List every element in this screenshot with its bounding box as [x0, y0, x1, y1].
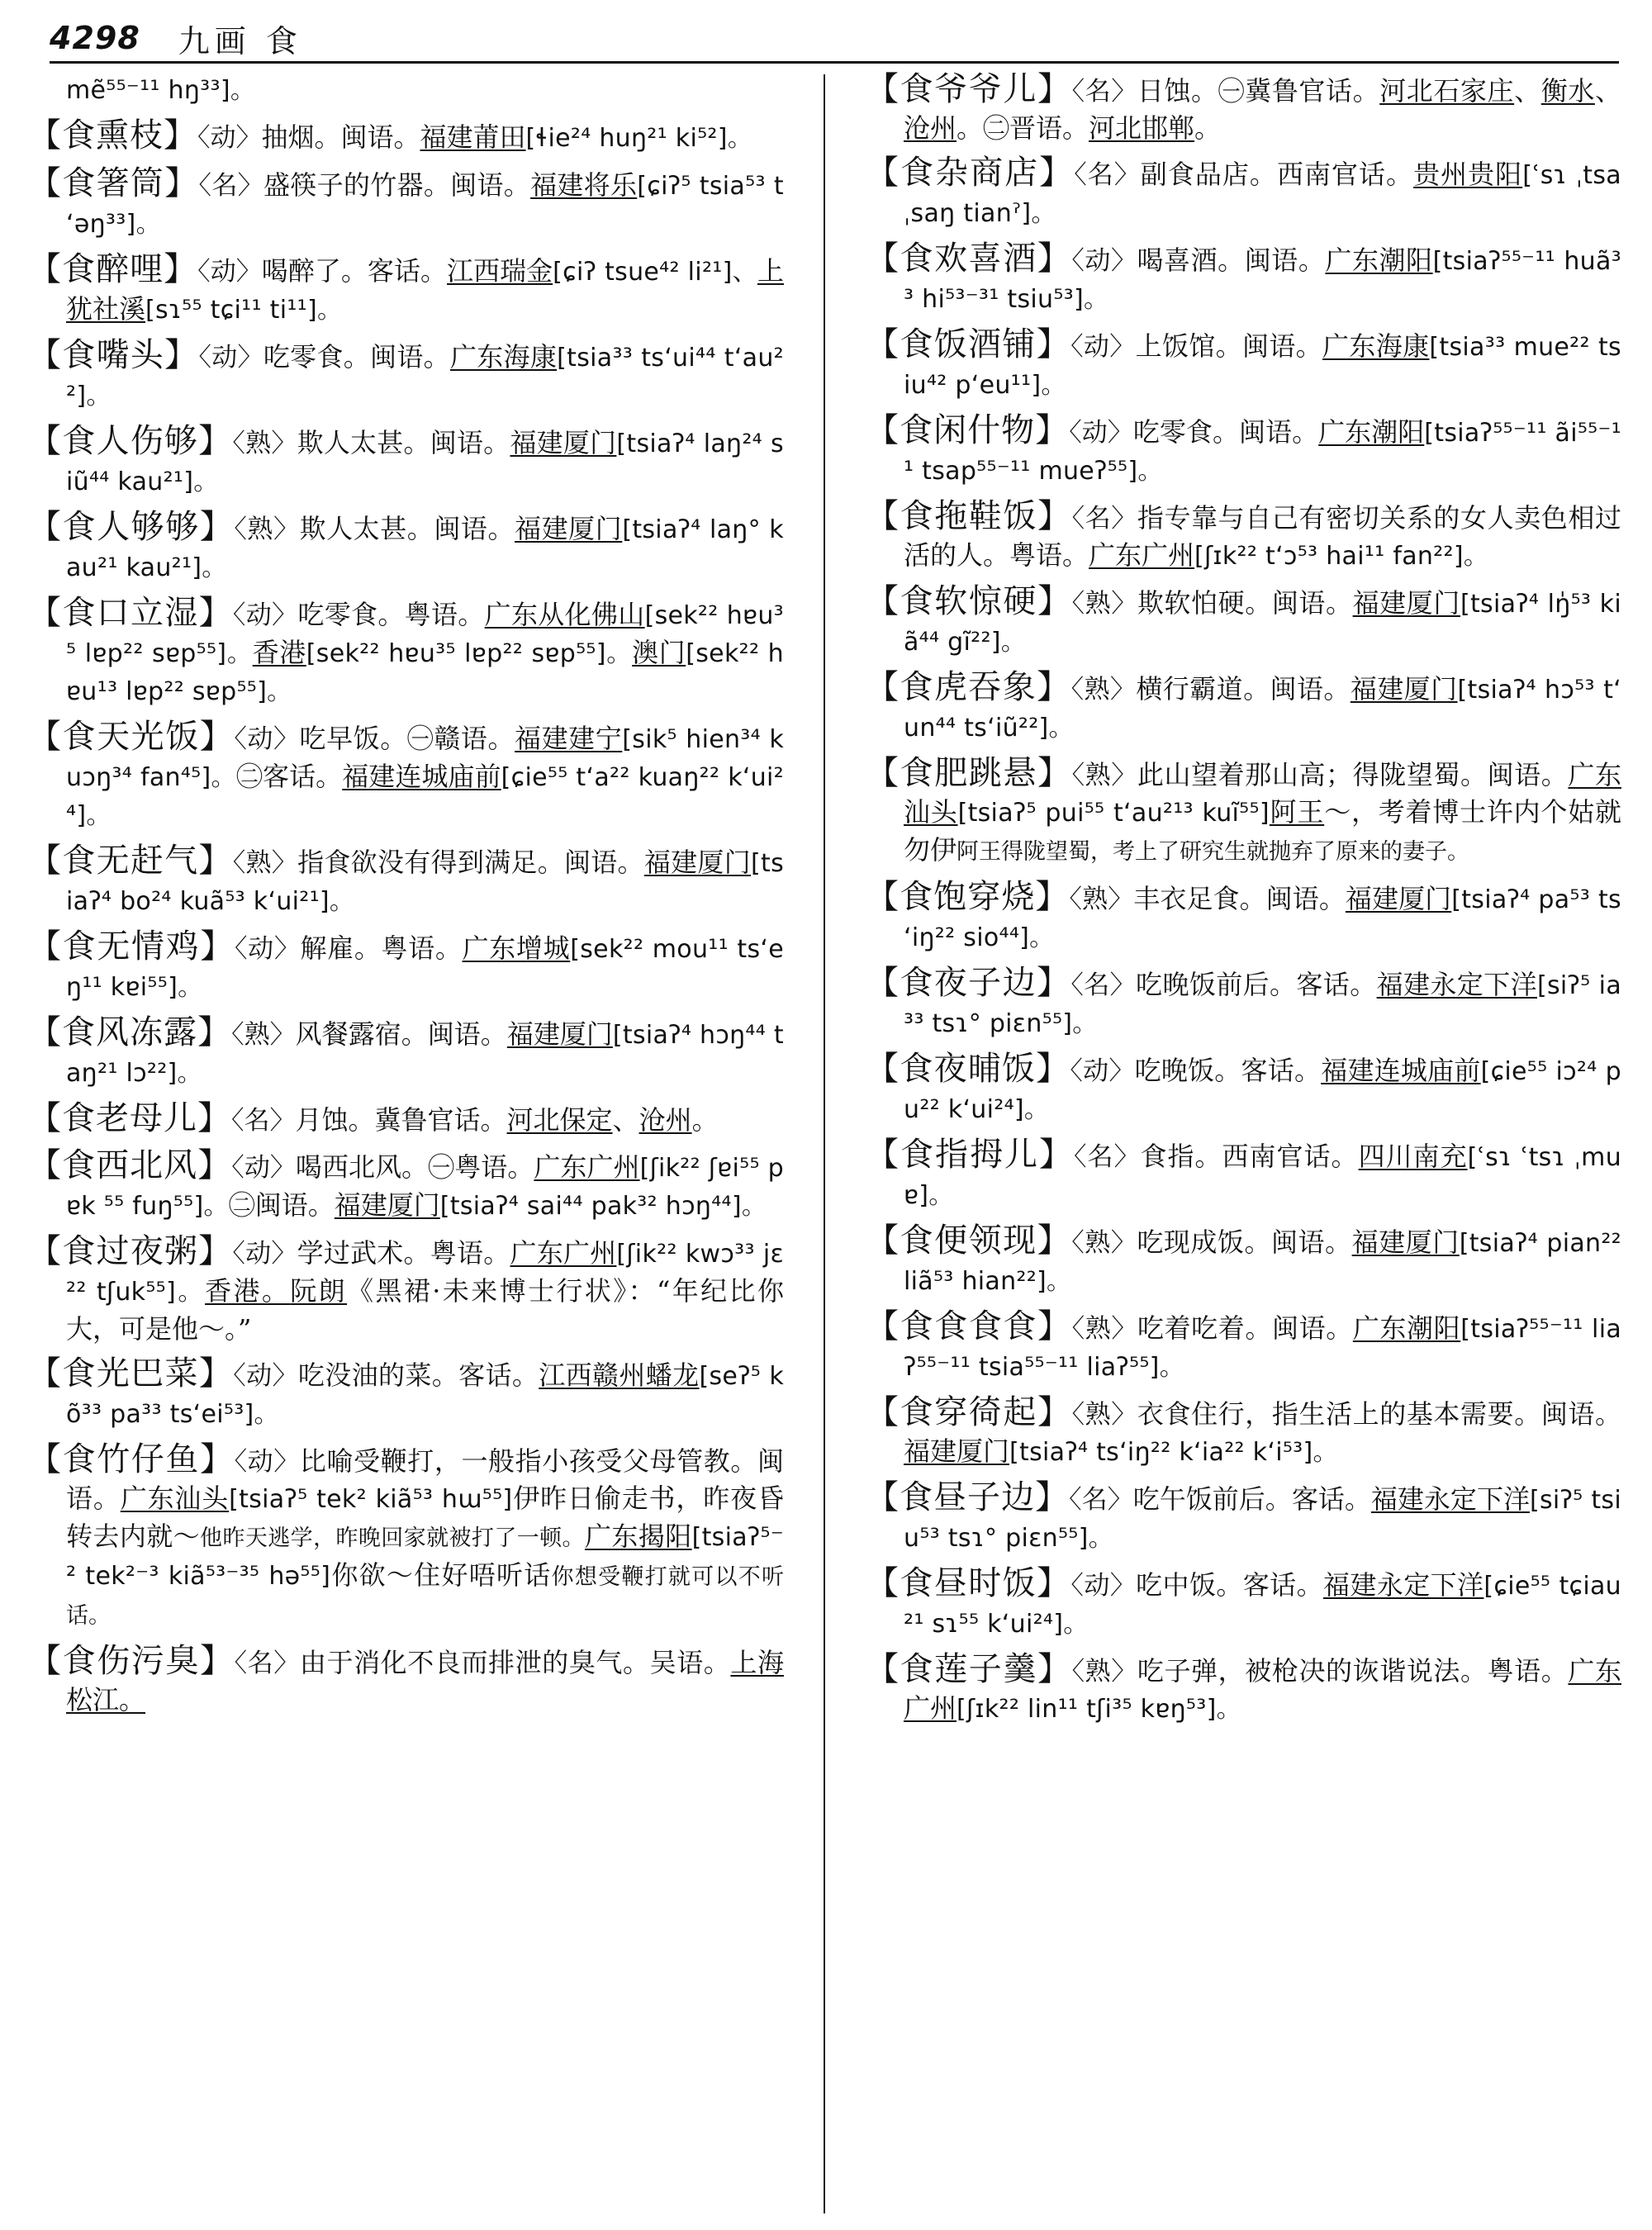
- dialect-label: 闽语。: [1241, 330, 1323, 362]
- pronunciation: [tsiaʔ⁴ laŋ²⁴ siũ⁴⁴ kau²¹]。: [66, 429, 784, 496]
- place-name: 广东揭阳: [584, 1521, 692, 1552]
- headword: 【食闲什物】: [866, 411, 1070, 449]
- dialect-label: 客话。: [367, 255, 448, 287]
- part-of-speech: 〈动〉: [1071, 246, 1137, 276]
- dialect-label: 粤语。: [1009, 539, 1089, 571]
- dictionary-entry: [866, 240, 1621, 318]
- part-of-speech: 〈名〉: [231, 1106, 296, 1136]
- dictionary-entry: [28, 509, 784, 586]
- part-of-speech: 〈熟〉: [1069, 885, 1134, 914]
- pronunciation: [tsiaʔ⁴ hɔ⁵³ tʻun⁴⁴ tsʻiũ²²]。: [904, 676, 1621, 743]
- dialect-label: 客话。: [1296, 969, 1377, 1000]
- place-name: 福建厦门: [1352, 587, 1460, 619]
- author-name: 阮朗: [290, 1275, 348, 1307]
- dictionary-entry: [28, 1441, 784, 1635]
- separator: 、: [612, 1104, 639, 1136]
- dictionary-entry: [866, 965, 1621, 1042]
- pronunciation: [tsia³³ mue²² tsiu⁴² pʻeu¹¹]。: [904, 333, 1621, 400]
- headword: 【食食食食】: [866, 1307, 1072, 1345]
- dialect-label: 闽语。: [1271, 587, 1353, 619]
- page-header: [50, 15, 1619, 64]
- place-name: 广东汕头: [904, 759, 1621, 828]
- dictionary-entry: [28, 117, 784, 157]
- place-name: 广东广州: [510, 1237, 617, 1269]
- dialect-label: 闽语。: [450, 169, 531, 201]
- definition: 丰衣足食。: [1133, 883, 1266, 914]
- part-of-speech: 〈动〉: [197, 123, 262, 153]
- dictionary-entry: [866, 1051, 1621, 1128]
- part-of-speech: 〈名〉: [1071, 77, 1137, 107]
- dialect-label: 粤语。: [1487, 1655, 1569, 1687]
- pronunciation: [ʃik²² kwɔ³³ jɛ²² tʃuk⁵⁵]。: [66, 1240, 784, 1307]
- place-name: 四川南充: [1358, 1141, 1468, 1172]
- example-translation: 阿王得陇望蜀，考上了研究生就抛弃了原来的妻子。: [957, 839, 1470, 865]
- place-name: 福建厦门: [1350, 673, 1458, 705]
- part-of-speech: 〈名〉: [1074, 1142, 1141, 1172]
- definition: 上饭馆。: [1135, 330, 1242, 362]
- definition: 比喻受鞭打，一般指小孩受父母管教。: [299, 1445, 757, 1477]
- headword: 【食人伤够】: [28, 422, 233, 460]
- definition: 抽烟。: [261, 121, 341, 153]
- place-name: 沧州: [904, 112, 957, 144]
- dictionary-entry: [28, 337, 784, 415]
- separator: 、: [1594, 75, 1621, 107]
- definition: 吃中饭。: [1136, 1569, 1243, 1601]
- dictionary-entry: [866, 1565, 1621, 1643]
- definition: 解雇。: [300, 932, 382, 964]
- pronunciation: [tsiaʔ⁵⁵⁻¹¹ huã³³ hi⁵³⁻³¹ tsiu⁵³]。: [904, 247, 1621, 314]
- dialect-label: 西南官话。: [1222, 1141, 1359, 1172]
- headword: 【食老母儿】: [28, 1099, 231, 1137]
- left-column: [28, 71, 784, 2210]
- page-section-title: 九画 食: [178, 22, 302, 59]
- headword: 【食便领现】: [866, 1222, 1072, 1260]
- dictionary-entry: [866, 879, 1621, 956]
- dialect-label: 闽语。: [1265, 883, 1346, 914]
- headword: 【食莲子羹】: [866, 1650, 1072, 1688]
- dialect-label: 闽语。: [1487, 759, 1569, 790]
- dialect-label: 闽语。: [434, 513, 515, 544]
- place-name: 澳门: [632, 637, 686, 668]
- place-name: 广东潮阳: [1352, 1312, 1461, 1344]
- example-sentence: 伊昨日偷走书，昨夜昏转去内就～: [66, 1483, 784, 1552]
- part-of-speech: 〈动〉: [1070, 1056, 1135, 1086]
- place-name: 福建建宁: [515, 723, 623, 754]
- place-name: 福建永定下洋: [1376, 969, 1537, 1000]
- part-of-speech: 〈熟〉: [1071, 1400, 1137, 1430]
- place-name: 广东潮阳: [1325, 244, 1433, 276]
- headword: 【食杂商店】: [866, 154, 1075, 192]
- dictionary-entry: [28, 719, 784, 834]
- example-sentence: ～，考着博士许内个姑就勿伊: [904, 796, 1621, 866]
- place-name: 广东广州: [1089, 539, 1195, 571]
- pronunciation: [ʃik²² ʃɐi⁵⁵ pɐk ⁵⁵ fuŋ⁵⁵]。: [66, 1154, 784, 1221]
- part-of-speech: 〈动〉: [232, 600, 298, 630]
- place-name: 上海松江。: [66, 1647, 784, 1715]
- place-name: 江西赣州蟠龙: [539, 1359, 700, 1391]
- pronunciation: [ʃɪk²² lin¹¹ tʃi³⁵ kɐŋ⁵³]。: [957, 1695, 1241, 1724]
- headword: 【食指拇儿】: [866, 1136, 1075, 1174]
- place-name: 广东增城: [462, 932, 571, 964]
- dialect-label: 闽语。: [1540, 1398, 1621, 1430]
- dialect-label: 西南官话。: [1276, 159, 1414, 190]
- place-name: 福建厦门: [510, 427, 617, 458]
- pronunciation: [siʔ⁵ ia³³ tsɿ° piɛn⁵⁵]。: [904, 971, 1621, 1038]
- dictionary-entry: [28, 423, 784, 501]
- headword: 【食欢喜酒】: [866, 240, 1072, 278]
- place-name: 福建连城庙前: [342, 761, 501, 792]
- dialect-label: 客话。: [1241, 1055, 1322, 1086]
- pronunciation: [ʿsɿ ˌtsa ˌsaŋ tianˀ]。: [904, 161, 1621, 228]
- definition: 此山望着那山高；得陇望蜀。: [1137, 759, 1488, 790]
- dictionary-entry: [866, 1394, 1621, 1471]
- definition: 吃晚饭前后。: [1136, 969, 1297, 1000]
- definition: 吃子弹，被枪决的诙谐说法。: [1137, 1655, 1488, 1687]
- part-of-speech: 〈动〉: [234, 1447, 300, 1477]
- dictionary-entry: [28, 1643, 784, 1718]
- headword: 【食无情鸡】: [28, 928, 235, 966]
- place-name: 广东海康: [1322, 330, 1430, 362]
- pronunciation: [sek²² hɐu¹³ lɐp²² sɐp⁵⁵]。: [66, 639, 784, 706]
- definition: 吃午饭前后。: [1132, 1483, 1292, 1515]
- part-of-speech: 〈名〉: [1069, 1485, 1133, 1515]
- place-name: 衡水: [1540, 75, 1595, 107]
- dialect-label: 闽语。: [427, 1018, 507, 1050]
- pronunciation: [siʔ⁵ tsiu⁵³ tsɿ° piɛn⁵⁵]。: [904, 1486, 1621, 1553]
- place-name: 广东汕头: [120, 1483, 230, 1514]
- dictionary-entry: [28, 1014, 784, 1092]
- pronunciation: [tsiaʔ⁴ hɔŋ⁴⁴ taŋ²¹ lɔ²²]。: [66, 1021, 784, 1088]
- dictionary-entry: [866, 1651, 1621, 1728]
- place-name: 福建永定下洋: [1322, 1569, 1484, 1601]
- pronunciation: [tsia³³ tsʻui⁴⁴ tʻau²²]。: [66, 344, 784, 410]
- part-of-speech: 〈熟〉: [1071, 1657, 1137, 1687]
- definition: 吃零食。: [263, 341, 371, 372]
- pronunciation: [ɕie⁵⁵ tɕiau²¹ sɿ⁵⁵ kʻui²⁴]。: [904, 1572, 1621, 1639]
- part-of-speech: 〈熟〉: [231, 1020, 296, 1050]
- dictionary-entry: [866, 1479, 1621, 1557]
- dialect-label: 粤语。: [404, 599, 485, 630]
- dictionary-entry: [866, 1136, 1621, 1214]
- pronunciation: [tsiaʔ⁴ bo²⁴ kuã⁵³ kʻui²¹]。: [66, 849, 784, 916]
- definition: 吃晚饭。: [1134, 1055, 1241, 1086]
- pronunciation: [tsiaʔ⁵⁵⁻¹¹ ãi⁵⁵⁻¹¹ tsap⁵⁵⁻¹¹ mueʔ⁵⁵]。: [904, 419, 1621, 486]
- pronunciation: [sek²² hɐu³⁵ lɐp²² sɐp⁵⁵]。: [306, 639, 633, 668]
- headword: 【食竹仔鱼】: [28, 1440, 235, 1478]
- pronunciation: [tsiaʔ⁵⁵⁻¹¹ liaʔ⁵⁵⁻¹¹ tsia⁵⁵⁻¹¹ liaʔ⁵⁵]。: [904, 1315, 1621, 1382]
- place-name: 河北保定: [506, 1104, 613, 1136]
- headword: 【食风冻露】: [28, 1013, 232, 1051]
- entry-end: 。: [1194, 112, 1222, 144]
- part-of-speech: 〈熟〉: [232, 429, 297, 458]
- pronunciation: [tsiaʔ⁴ pa⁵³ tsʻiŋ²² sio⁴⁴]。: [904, 885, 1621, 952]
- headword: 【食昼子边】: [866, 1478, 1070, 1516]
- dictionary-entry: [866, 326, 1621, 404]
- headword: 【食西北风】: [28, 1146, 232, 1184]
- dialect-label: 闽语。: [430, 427, 510, 458]
- place-name: 福建厦门: [506, 1018, 613, 1050]
- headword: 【食光巴菜】: [28, 1355, 234, 1393]
- example-sentence: 你欲～住好唔听话: [330, 1559, 552, 1591]
- pronunciation: [tsiaʔ⁴ lŋ̍⁵³ kiã⁴⁴ gĩ²²]。: [904, 590, 1621, 657]
- dialect-label: ㊁闽语。: [228, 1189, 335, 1221]
- definition: 吃零食。: [297, 599, 405, 630]
- definition: 日蚀。: [1137, 75, 1218, 107]
- pronunciation: [seʔ⁵ kõ³³ pa³³ tsʻei⁵³]。: [66, 1362, 784, 1429]
- pronunciation: [tsiaʔ⁴ laŋ° kau²¹ kau²¹]。: [66, 515, 784, 582]
- dictionary-entry: [28, 1100, 784, 1139]
- dictionary-entry: [866, 498, 1621, 575]
- part-of-speech: 〈动〉: [198, 343, 263, 372]
- dialect-label: 闽语。: [66, 1445, 784, 1514]
- headword: 【食肥跳悬】: [866, 754, 1072, 792]
- place-name: 上犹社溪: [66, 255, 784, 325]
- dictionary-entry: [28, 251, 784, 329]
- dialect-label: 。㊁晋语。: [957, 112, 1089, 144]
- headword: 【食夜晡饭】: [866, 1050, 1070, 1088]
- part-of-speech: 〈名〉: [1070, 970, 1137, 1000]
- headword: 【食饱穿烧】: [866, 878, 1070, 916]
- dialect-label: ㊁客话。: [235, 761, 343, 792]
- headword: 【食天光饭】: [28, 718, 235, 756]
- place-name: 河北石家庄: [1379, 75, 1515, 107]
- separator: 、: [1514, 75, 1541, 107]
- dictionary-entry: [28, 595, 784, 710]
- definition: 副食品店。: [1140, 159, 1277, 190]
- definition: 欺人太甚。: [297, 427, 430, 458]
- part-of-speech: 〈熟〉: [234, 515, 300, 544]
- place-name: 福建厦门: [515, 513, 623, 544]
- dictionary-entry: [866, 669, 1621, 747]
- part-of-speech: 〈熟〉: [1071, 1228, 1137, 1258]
- dialect-label: 粤语。: [430, 1237, 510, 1269]
- dictionary-entry: [866, 412, 1621, 490]
- example-translation: 你想受鞭打就可以不听话。: [66, 1564, 784, 1629]
- dictionary-entry: [866, 71, 1621, 146]
- dialect-label: 闽语。: [1272, 1312, 1353, 1344]
- dialect-label: ㊀赣语。: [406, 723, 515, 754]
- pronunciation: [ɕie⁵⁵ iɔ²⁴ pu²² kʻui²⁴]。: [904, 1057, 1621, 1124]
- part-of-speech: 〈动〉: [1070, 332, 1136, 362]
- dialect-label: ㊀粤语。: [428, 1151, 534, 1183]
- part-of-speech: 〈动〉: [233, 1361, 298, 1391]
- dialect-label: 客话。: [1291, 1483, 1371, 1515]
- pronunciation: mẽ⁵⁵⁻¹¹ hŋ³³]。: [66, 76, 256, 105]
- definition: 吃现成饭。: [1137, 1226, 1271, 1258]
- column-divider: [824, 74, 825, 2213]
- dictionary-entry: [866, 583, 1621, 661]
- part-of-speech: 〈动〉: [234, 724, 300, 754]
- headword: 【食箸筒】: [28, 164, 199, 202]
- pronunciation: [sek²² hɐu³⁵ lɐp²² sɐp⁵⁵]。: [66, 601, 784, 668]
- part-of-speech: 〈动〉: [197, 257, 262, 287]
- person-name: 阿王: [1269, 796, 1325, 828]
- place-name: 福建永定下洋: [1370, 1483, 1530, 1515]
- definition: 学过武术。: [297, 1237, 430, 1269]
- dialect-label: 冀鲁官话。: [374, 1104, 507, 1136]
- dialect-label: 吴语。: [649, 1647, 731, 1678]
- definition: 衣食住行，指生活上的基本需要。: [1137, 1398, 1541, 1430]
- dialect-label: 粤语。: [381, 932, 463, 964]
- headword: 【食过夜粥】: [28, 1232, 233, 1270]
- pronunciation: [ɕie⁵⁵ tʻa²² kuaŋ²² kʻui²⁴]。: [66, 763, 784, 830]
- part-of-speech: 〈熟〉: [1071, 1314, 1137, 1344]
- place-name: 广东广州: [534, 1151, 640, 1183]
- place-name: 广东广州: [904, 1655, 1621, 1724]
- headword: 【食爷爷儿】: [866, 71, 1072, 108]
- place-name: 福建厦门: [1351, 1226, 1460, 1258]
- dialect-label: 闽语。: [563, 847, 644, 878]
- example-translation: 他昨天逃学，昨晚回家就被打了一顿。: [200, 1525, 585, 1551]
- part-of-speech: 〈动〉: [1070, 1571, 1137, 1601]
- place-name: 河北邯郸: [1089, 112, 1195, 144]
- dialect-label: 客话。: [458, 1359, 539, 1391]
- place-name: 香港。: [205, 1275, 291, 1307]
- headword: 【食嘴头】: [28, 336, 199, 374]
- pronunciation: [tsiaʔ⁵ pui⁵⁵ tʻau²¹³ kuĩ⁵⁵]: [957, 799, 1270, 828]
- dialect-label: 客话。: [1242, 1569, 1323, 1601]
- pronunciation: [ɬie²⁴ huŋ²¹ ki⁵²]。: [525, 124, 753, 153]
- place-name: 福建厦门: [334, 1189, 440, 1221]
- page-number: 4298: [50, 20, 140, 56]
- headword: 【食虎吞象】: [866, 668, 1071, 706]
- dictionary-entry: [866, 755, 1621, 871]
- dictionary-entry: [28, 165, 784, 243]
- dictionary-entry: [28, 842, 784, 920]
- headword: 【食口立湿】: [28, 594, 233, 632]
- part-of-speech: 〈名〉: [234, 1649, 300, 1678]
- dictionary-entry: [28, 1147, 784, 1225]
- pronunciation: [sek²² mou¹¹ tsʻeŋ¹¹ kɐi⁵⁵]。: [66, 935, 784, 1002]
- dictionary-entry: [28, 928, 784, 1006]
- pronunciation: [tsiaʔ⁴ pian²² liã⁵³ hian²²]。: [904, 1229, 1621, 1296]
- pronunciation: [tsiaʔ⁴ sai⁴⁴ pak³² hɔŋ⁴⁴]。: [439, 1192, 767, 1221]
- definition: 指专靠与自己有密切关系的女人卖色相过活的人。: [904, 502, 1621, 571]
- place-name: 广东从化佛山: [484, 599, 645, 630]
- pronunciation: [ɕiʔ⁵ tsia⁵³ tʻəŋ³³]。: [66, 172, 784, 239]
- definition: 喝醉了。: [261, 255, 368, 287]
- headword: 【食穿徛起】: [866, 1393, 1072, 1431]
- dictionary-entry: [866, 1308, 1621, 1386]
- definition: 横行霸道。: [1136, 673, 1270, 705]
- definition: 吃早饭。: [299, 723, 407, 754]
- place-name: 沧州: [638, 1104, 692, 1136]
- place-name: 广东潮阳: [1318, 416, 1425, 448]
- part-of-speech: 〈熟〉: [1071, 589, 1137, 619]
- dictionary-entry: [28, 1355, 784, 1433]
- pronunciation: [sɿ⁵⁵ tɕi¹¹ ti¹¹]。: [145, 296, 343, 325]
- place-name: 福建厦门: [1345, 883, 1452, 914]
- definition: 欺人太甚。: [299, 513, 434, 544]
- part-of-speech: 〈名〉: [1074, 160, 1141, 190]
- definition: 吃零食。: [1132, 416, 1240, 448]
- place-name: 福建将乐: [530, 169, 638, 201]
- part-of-speech: 〈名〉: [1071, 504, 1137, 534]
- definition: 喝西北风。: [295, 1151, 429, 1183]
- right-column: [866, 71, 1621, 2210]
- headword: 【食无赶气】: [28, 842, 233, 880]
- place-name: 香港: [252, 637, 306, 668]
- dictionary-entry: [866, 154, 1621, 232]
- definition: 风餐露宿。: [295, 1018, 428, 1050]
- place-name: 贵州贵阳: [1413, 159, 1523, 190]
- definition: 由于消化不良而排泄的臭气。: [299, 1647, 650, 1678]
- headword: 【食熏枝】: [28, 116, 197, 154]
- place-name: 福建莆田: [420, 121, 526, 153]
- headword: 【食伤污臭】: [28, 1642, 235, 1680]
- headword: 【食昼时饭】: [866, 1564, 1071, 1602]
- dialect-label: 闽语。: [340, 121, 420, 153]
- pronunciation: [ʃɪk²² tʻɔ⁵³ hai¹¹ fan²²]。: [1194, 542, 1489, 571]
- pronunciation: [sik⁵ hien³⁴ kuɔŋ³⁴ fan⁴⁵]。: [66, 725, 784, 792]
- continued-entry: [28, 71, 784, 109]
- part-of-speech: 〈动〉: [232, 1239, 297, 1269]
- dialect-label: 闽语。: [1270, 1226, 1352, 1258]
- headword: 【食人够够】: [28, 508, 235, 546]
- dictionary-entry: [866, 1222, 1621, 1300]
- pronunciation: [ɕiʔ tsue⁴² li²¹]、: [553, 258, 757, 287]
- part-of-speech: 〈动〉: [1069, 418, 1133, 448]
- place-name: 福建厦门: [904, 1435, 1010, 1467]
- headword: 【食饭酒铺】: [866, 325, 1071, 363]
- dialect-label: 闽语。: [1239, 416, 1319, 448]
- definition: 月蚀。: [295, 1104, 375, 1136]
- dialect-label: 闽语。: [1270, 673, 1351, 705]
- pronunciation: [ʿsɿ ʿtsɿ ˌmuɐ]。: [904, 1143, 1621, 1210]
- part-of-speech: 〈动〉: [235, 934, 301, 964]
- headword: 【食夜子边】: [866, 964, 1071, 1002]
- pronunciation: [tsiaʔ⁵ tek² kiã⁵³ hɯ⁵⁵]: [229, 1485, 513, 1514]
- definition: 盛筷子的竹器。: [263, 169, 451, 201]
- definition: 喝喜酒。: [1137, 244, 1245, 276]
- part-of-speech: 〈熟〉: [1070, 675, 1137, 705]
- definition: 吃没油的菜。: [297, 1359, 459, 1391]
- dialect-label: ㊀冀鲁官话。: [1218, 75, 1380, 107]
- part-of-speech: 〈动〉: [231, 1153, 296, 1183]
- part-of-speech: 〈熟〉: [232, 848, 298, 878]
- part-of-speech: 〈名〉: [198, 171, 263, 201]
- pronunciation: [tsiaʔ⁴ tsʻiŋ²² kʻia²² kʻi⁵³]。: [1009, 1438, 1338, 1467]
- headword: 【食拖鞋饭】: [866, 497, 1072, 535]
- part-of-speech: 〈熟〉: [1071, 761, 1137, 790]
- place-name: 福建连城庙前: [1321, 1055, 1481, 1086]
- definition: 吃着吃着。: [1137, 1312, 1272, 1344]
- dialect-label: 闽语。: [370, 341, 450, 372]
- place-name: 江西瑞金: [447, 255, 553, 287]
- dialect-label: 闽语。: [1244, 244, 1326, 276]
- place-name: 福建厦门: [643, 847, 752, 878]
- pronunciation: [tsiaʔ⁵⁻² tek²⁻³ kiã⁵³⁻³⁵ hə⁵⁵]: [66, 1523, 784, 1591]
- headword: 【食醉哩】: [28, 250, 198, 288]
- dictionary-entry: [28, 1233, 784, 1347]
- place-name: 广东海康: [449, 341, 558, 372]
- definition: 食指。: [1140, 1141, 1222, 1172]
- example-quote: 《黑裙·未来博士行状》：“年纪比你大，可是他～。”: [66, 1275, 784, 1345]
- entry-end: 。: [691, 1104, 719, 1136]
- definition: 欺软怕硬。: [1137, 587, 1272, 619]
- headword: 【食软惊硬】: [866, 582, 1072, 620]
- definition: 指食欲没有得到满足。: [297, 847, 564, 878]
